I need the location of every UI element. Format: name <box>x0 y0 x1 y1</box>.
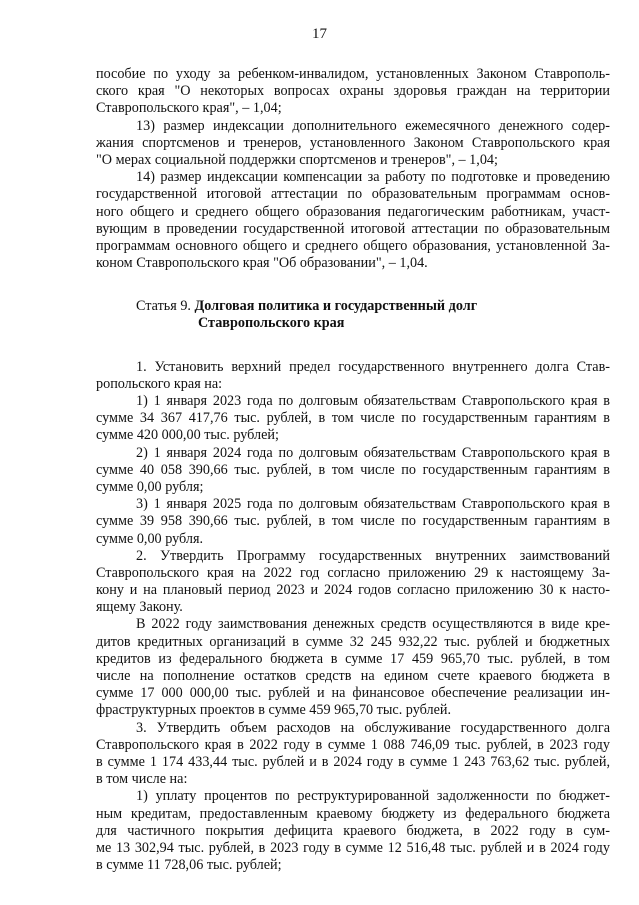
text-line: вующим в проведении государственной итоговой аттестации по образовательным <box>96 220 610 237</box>
text-line: сумме 17 000 000,00 тыс. рублей и на финансовое обеспечение реализации ин- <box>96 685 610 702</box>
text-line: государственной итоговой аттестации по образовательным программам основ- <box>96 186 610 203</box>
article-heading <box>96 298 610 315</box>
text-line: 14) размер индексации компенсации за работу по подготовке и проведению <box>136 169 610 186</box>
text-line: коном Ставропольского края "Об образовании", – 1,04. <box>96 255 428 272</box>
text-line: сумме 0,00 рубля; <box>96 478 204 495</box>
text-line: 3) 1 января 2025 года по долговым обязательствам Ставропольского края в <box>136 496 610 513</box>
text-line: В 2022 году заимствования денежных средств осуществляются в виде кре- <box>136 616 610 633</box>
article-title: Долговая политика и государственный долг <box>194 298 478 315</box>
text-line: фраструктурных проектов в сумме 459 965,70 тыс. рублей. <box>96 702 452 719</box>
text-line: для частичного покрытия дефицита краевого бюджета, в 2022 году в сум- <box>96 822 610 839</box>
spacer <box>96 333 610 350</box>
text-line: в сумме 1 174 433,44 тыс. рублей и в 2024 году в сумме 1 243 763,62 тыс. рублей, <box>96 753 610 770</box>
text-line: сумме 420 000,00 тыс. рублей; <box>96 427 279 444</box>
text-line: 1) уплату процентов по реструктурированной задолженности по бюджет- <box>136 788 610 805</box>
text-line: 1) 1 января 2023 года по долговым обязательствам Ставропольского края в <box>136 393 610 409</box>
spacer <box>96 289 610 298</box>
text-line: жания спортсменов и тренеров, установленного Законом Ставропольского края <box>96 134 610 151</box>
text-line: Ставропольского края в 2022 году в сумме 1 088 746,09 тыс. рублей, в 2023 году <box>96 736 610 753</box>
text-line: Ставропольского края на 2022 год согласно приложению 29 к настоящему За- <box>96 564 610 581</box>
text-line: пособие по уходу за ребенком-инвалидом, установленных Законом Ставрополь- <box>96 66 610 82</box>
text-line: ным кредитам, предоставленным краевому бюджету из федерального бюджета <box>96 805 610 822</box>
text-line: 13) размер индексации дополнительного ежемесячного денежного содер- <box>136 117 610 134</box>
text-line: ного общего и среднего общего образования педагогическим работникам, участ- <box>96 203 610 220</box>
text-line: сумме 0,00 рубля. <box>96 530 204 547</box>
article-title-continuation: Ставропольского края <box>198 315 345 332</box>
text-line: кону и на плановый период 2023 и 2024 годов согласно приложению 30 к насто- <box>96 582 610 599</box>
text-line: сумме 34 367 417,76 тыс. рублей, в том числе по государственным гарантиям в <box>96 410 610 427</box>
text-line: Ставропольского края", – 1,04; <box>96 100 282 117</box>
text-line: дитов кредитных организаций в сумме 32 245 932,22 тыс. рублей и бюджетных <box>96 633 610 650</box>
text-line: ропольского края на: <box>96 375 223 392</box>
article-number: Статья 9. <box>136 298 195 315</box>
document-body <box>96 66 610 874</box>
text-line: 3. Утвердить объем расходов на обслуживание государственного долга <box>136 719 610 736</box>
text-line: ского края "О некоторых вопросах охраны здоровья граждан на территории <box>96 83 610 100</box>
text-line: сумме 39 958 390,66 тыс. рублей, в том числе по государственным гарантиям в <box>96 513 610 530</box>
spacer <box>96 350 610 359</box>
text-line: числе на пополнение остатков средств на едином счете краевого бюджета в <box>96 668 610 684</box>
text-line: в сумме 11 728,06 тыс. рублей; <box>96 857 282 874</box>
text-line: ме 13 302,94 тыс. рублей, в 2023 году в сумме 12 516,48 тыс. рублей и в 2024 году <box>96 839 610 856</box>
text-line: сумме 40 058 390,66 тыс. рублей, в том числе по государственным гарантиям в <box>96 461 610 478</box>
text-line: 2. Утвердить Программу государственных внутренних заимствований <box>136 547 610 564</box>
text-line: ящему Закону. <box>96 599 183 616</box>
text-line: "О мерах социальной поддержки спортсменов и тренеров", – 1,04; <box>96 151 498 168</box>
spacer <box>96 272 610 289</box>
text-line: программам основного общего и среднего общего образования, установленной За- <box>96 237 610 254</box>
page-number: 17 <box>312 26 327 42</box>
text-line: в том числе на: <box>96 771 188 788</box>
text-line: 1. Установить верхний предел государственного внутреннего долга Став- <box>136 358 610 375</box>
text-line: кредитов из федерального бюджета в сумме 17 459 965,70 тыс. рублей, в том <box>96 650 610 667</box>
text-line: 2) 1 января 2024 года по долговым обязательствам Ставропольского края в <box>136 444 610 461</box>
